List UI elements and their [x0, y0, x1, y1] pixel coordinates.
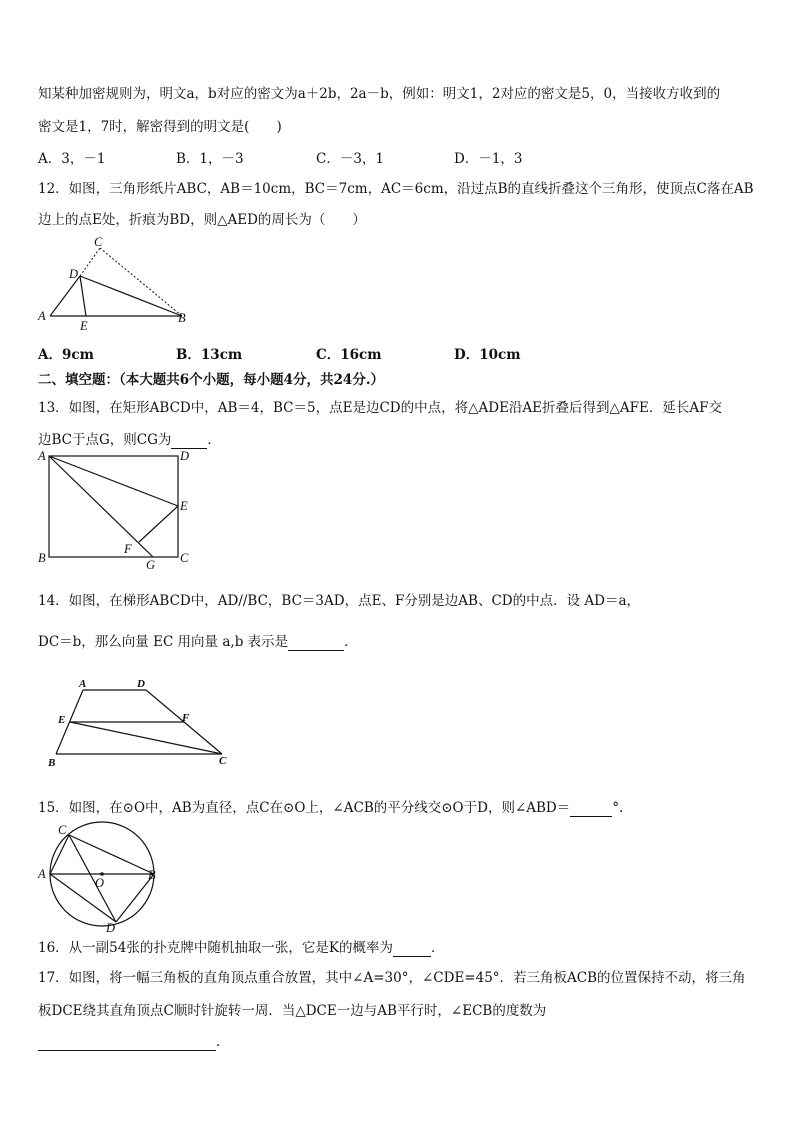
q11-line2: 密文是1，7时，解密得到的明文是( )	[38, 119, 282, 135]
q12-line1: 12．如图，三角形纸片ABC，AB＝10cm，BC＝7cm，AC＝6cm，沿过点B的直线折叠这个三角形，使顶点C落在AB	[38, 181, 754, 197]
q15-label-c: C	[58, 823, 67, 837]
q13-line2-end: ．	[207, 432, 221, 448]
q17-line3-end: ．	[216, 1034, 230, 1050]
q14-label-a: A	[79, 678, 87, 690]
q17-answer-blank	[38, 1034, 216, 1051]
q14-trapezoid-figure	[44, 676, 244, 772]
q11-line1: 知某种加密规则为，明文a，b对应的密文为a＋2b，2a－b，例如：明文1，2对应的密文是5，0，当接收方收到的	[38, 86, 721, 102]
q12-option-d: D．10cm	[454, 347, 521, 363]
q11-option-a: A．3，－1	[38, 151, 106, 167]
q12-label-c: C	[94, 235, 103, 249]
q12-option-c: C．16cm	[316, 347, 382, 363]
q14-answer-blank	[288, 634, 344, 651]
q12-line2: 边上的点E处，折痕为BD，则△AED的周长为（ ）	[38, 212, 366, 228]
q16-line	[38, 936, 444, 957]
q16-text: 16．从一副54张的扑克牌中随机抽取一张，它是K的概率为	[38, 940, 393, 956]
q14-line1: 14．如图，在梯形ABCD中，AD//BC，BC＝3AD，点E、F分别是边AB、CD的中点．设 AD＝a，	[38, 593, 641, 609]
q15-text: 15．如图，在⊙O中，AB为直径，点C在⊙O上，∠ACB的平分线交⊙O于D，则∠ABD＝	[38, 800, 571, 816]
q15-label-d: D	[106, 921, 116, 935]
q13-answer-blank	[171, 432, 207, 449]
q12-option-a: A．9cm	[38, 347, 94, 363]
q17-line3	[38, 1030, 230, 1051]
q14-label-d: D	[137, 678, 145, 690]
q15-label-a: A	[38, 867, 46, 881]
q15-circle-figure	[36, 818, 166, 934]
section-fill-in-blank-heading: 二、填空题：（本大题共6个小题，每小题4分，共24分.）	[38, 372, 385, 388]
q17-line1: 17．如图，将一幅三角板的直角顶点重合放置，其中∠A=30°，∠CDE=45°．若三角板ACB的位置保持不动，将三角	[38, 970, 746, 986]
q13-label-e: E	[180, 499, 188, 513]
q13-label-c: C	[180, 551, 189, 565]
q14-label-e: E	[58, 714, 66, 726]
q15-line-end: °.	[612, 800, 624, 816]
q15-label-b: B	[148, 868, 156, 882]
q14-label-b: B	[48, 757, 56, 769]
q12-option-b: B．13cm	[176, 347, 243, 363]
q15-line	[38, 796, 623, 817]
q12-label-d: D	[69, 267, 79, 281]
q13-label-a: A	[38, 449, 46, 463]
q15-answer-blank	[570, 800, 612, 817]
q17-line2: 板DCE绕其直角顶点C顺时针旋转一周．当△DCE一边与AB平行时，∠ECB的度数为	[38, 1003, 547, 1019]
q14-label-c: C	[219, 755, 227, 767]
q13-label-g: G	[146, 558, 156, 572]
q13-label-d: D	[180, 449, 190, 463]
q12-label-a: A	[38, 309, 46, 323]
q16-answer-blank	[393, 940, 431, 957]
q12-label-e: E	[80, 319, 88, 333]
q13-line2-text: 边BC于点G，则CG为	[38, 432, 172, 448]
q16-line-end: ．	[430, 940, 445, 956]
q13-line1: 13．如图，在矩形ABCD中，AB＝4，BC＝5，点E是边CD的中点，将△ADE沿AE折叠后得到△AFE．延长AF交	[38, 400, 722, 416]
q14-line2-end: ．	[344, 634, 358, 650]
q12-triangle-figure	[36, 234, 196, 334]
q11-option-d: D．－1，3	[454, 151, 523, 167]
q12-label-b: B	[178, 311, 186, 325]
q14-label-f: F	[182, 712, 190, 724]
q11-option-b: B．1，－3	[176, 151, 244, 167]
q13-label-b: B	[38, 551, 46, 565]
q14-line2-text: DC＝b，那么向量 EC 用向量 a,b 表示是	[38, 634, 289, 650]
q14-line2	[38, 630, 358, 651]
q11-option-c: C．－3，1	[316, 151, 385, 167]
q13-label-f: F	[124, 542, 132, 556]
q13-rectangle-figure	[36, 448, 196, 574]
q13-line2	[38, 428, 221, 449]
q15-label-o: O	[95, 876, 105, 890]
